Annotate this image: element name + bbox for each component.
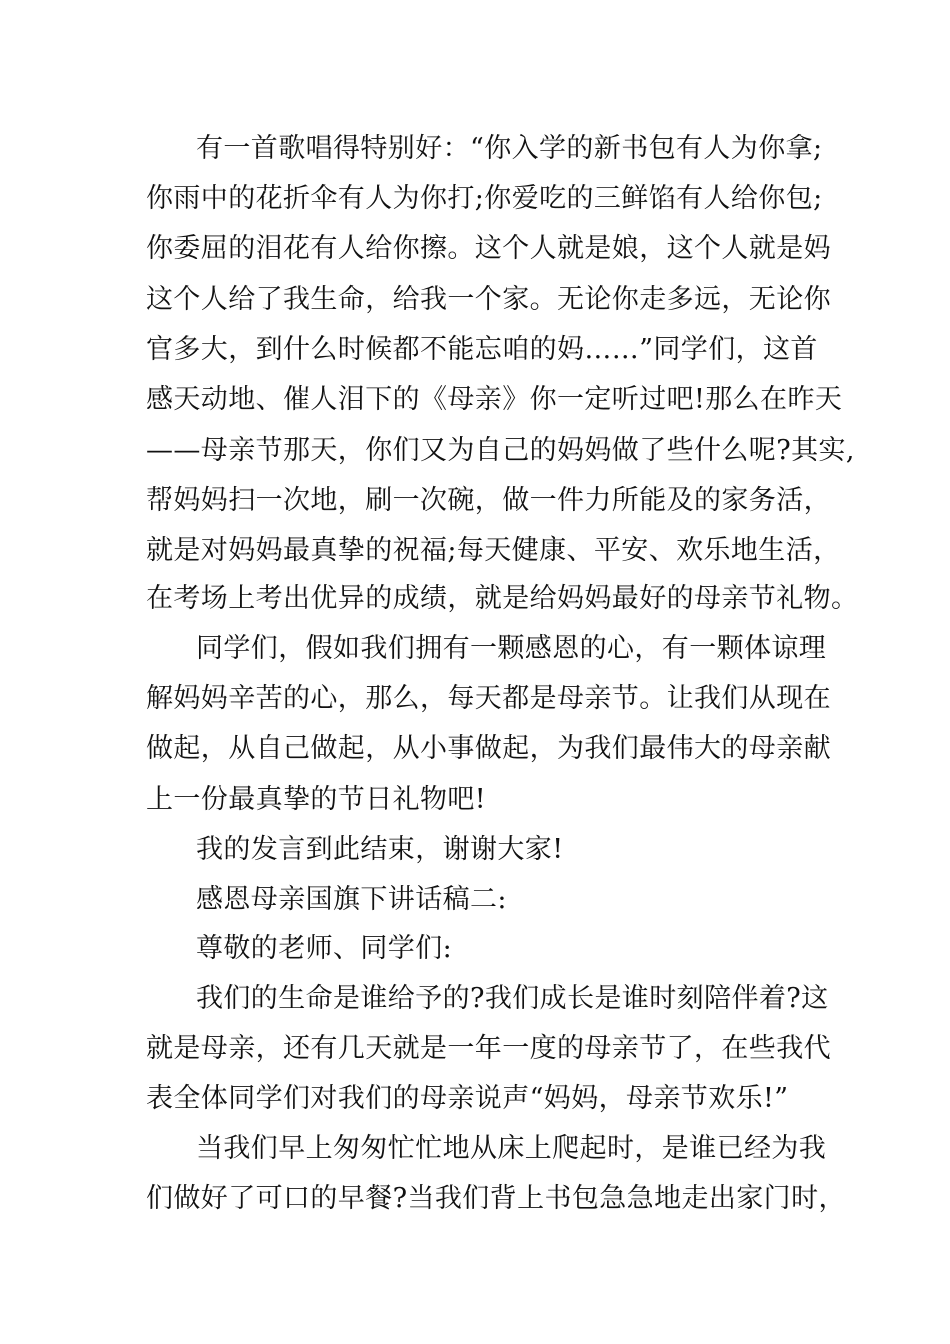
text-line: 在考场上考出优异的成绩，就是给妈妈最好的母亲节礼物。 [146,583,859,614]
text-line: 有一首歌唱得特别好：“你入学的新书包有人为你拿; [196,133,823,164]
text-line: 做起，从自己做起，从小事做起，为我们最伟大的母亲献 [146,733,831,764]
text-line: 就是对妈妈最真挚的祝福;每天健康、平安、欢乐地生活， [146,535,841,566]
text-line: 同学们，假如我们拥有一颗感恩的心，有一颗体谅理 [196,633,827,664]
text-line: 这个人给了我生命，给我一个家。无论你走多远，无论你 [146,284,831,315]
text-line: 你雨中的花折伞有人为你打;你爱吃的三鲜馅有人给你包; [146,183,823,214]
text-line: 们做好了可口的早餐?当我们背上书包急急地走出家门时， [146,1183,846,1214]
text-line: 就是母亲，还有几天就是一年一度的母亲节了，在些我代 [146,1033,831,1064]
text-line: 我的发言到此结束，谢谢大家! [196,834,564,865]
text-line: 帮妈妈扫一次地，刷一次碗，做一件力所能及的家务活， [146,485,831,516]
text-line: ——母亲节那天，你们又为自己的妈妈做了些什么呢?其实, [146,435,855,466]
text-line: 当我们早上匆匆忙忙地从床上爬起时，是谁已经为我 [196,1133,827,1164]
section-heading: 感恩母亲国旗下讲话稿二: [196,884,507,915]
text-line: 我们的生命是谁给予的?我们成长是谁时刻陪伴着?这 [196,983,829,1014]
text-line: 你委屈的泪花有人给你擦。这个人就是娘，这个人就是妈 [146,233,831,264]
salutation: 尊敬的老师、同学们: [196,933,453,964]
text-line: 感天动地、催人泪下的《母亲》你一定听过吧!那么在昨天 [146,384,843,415]
text-line: 官多大，到什么时候都不能忘咱的妈……”同学们，这首 [146,334,818,365]
text-line: 解妈妈辛苦的心，那么，每天都是母亲节。让我们从现在 [146,683,831,714]
text-line: 表全体同学们对我们的母亲说声“妈妈，母亲节欢乐!” [146,1083,789,1114]
text-line: 上一份最真挚的节日礼物吧! [146,784,487,815]
